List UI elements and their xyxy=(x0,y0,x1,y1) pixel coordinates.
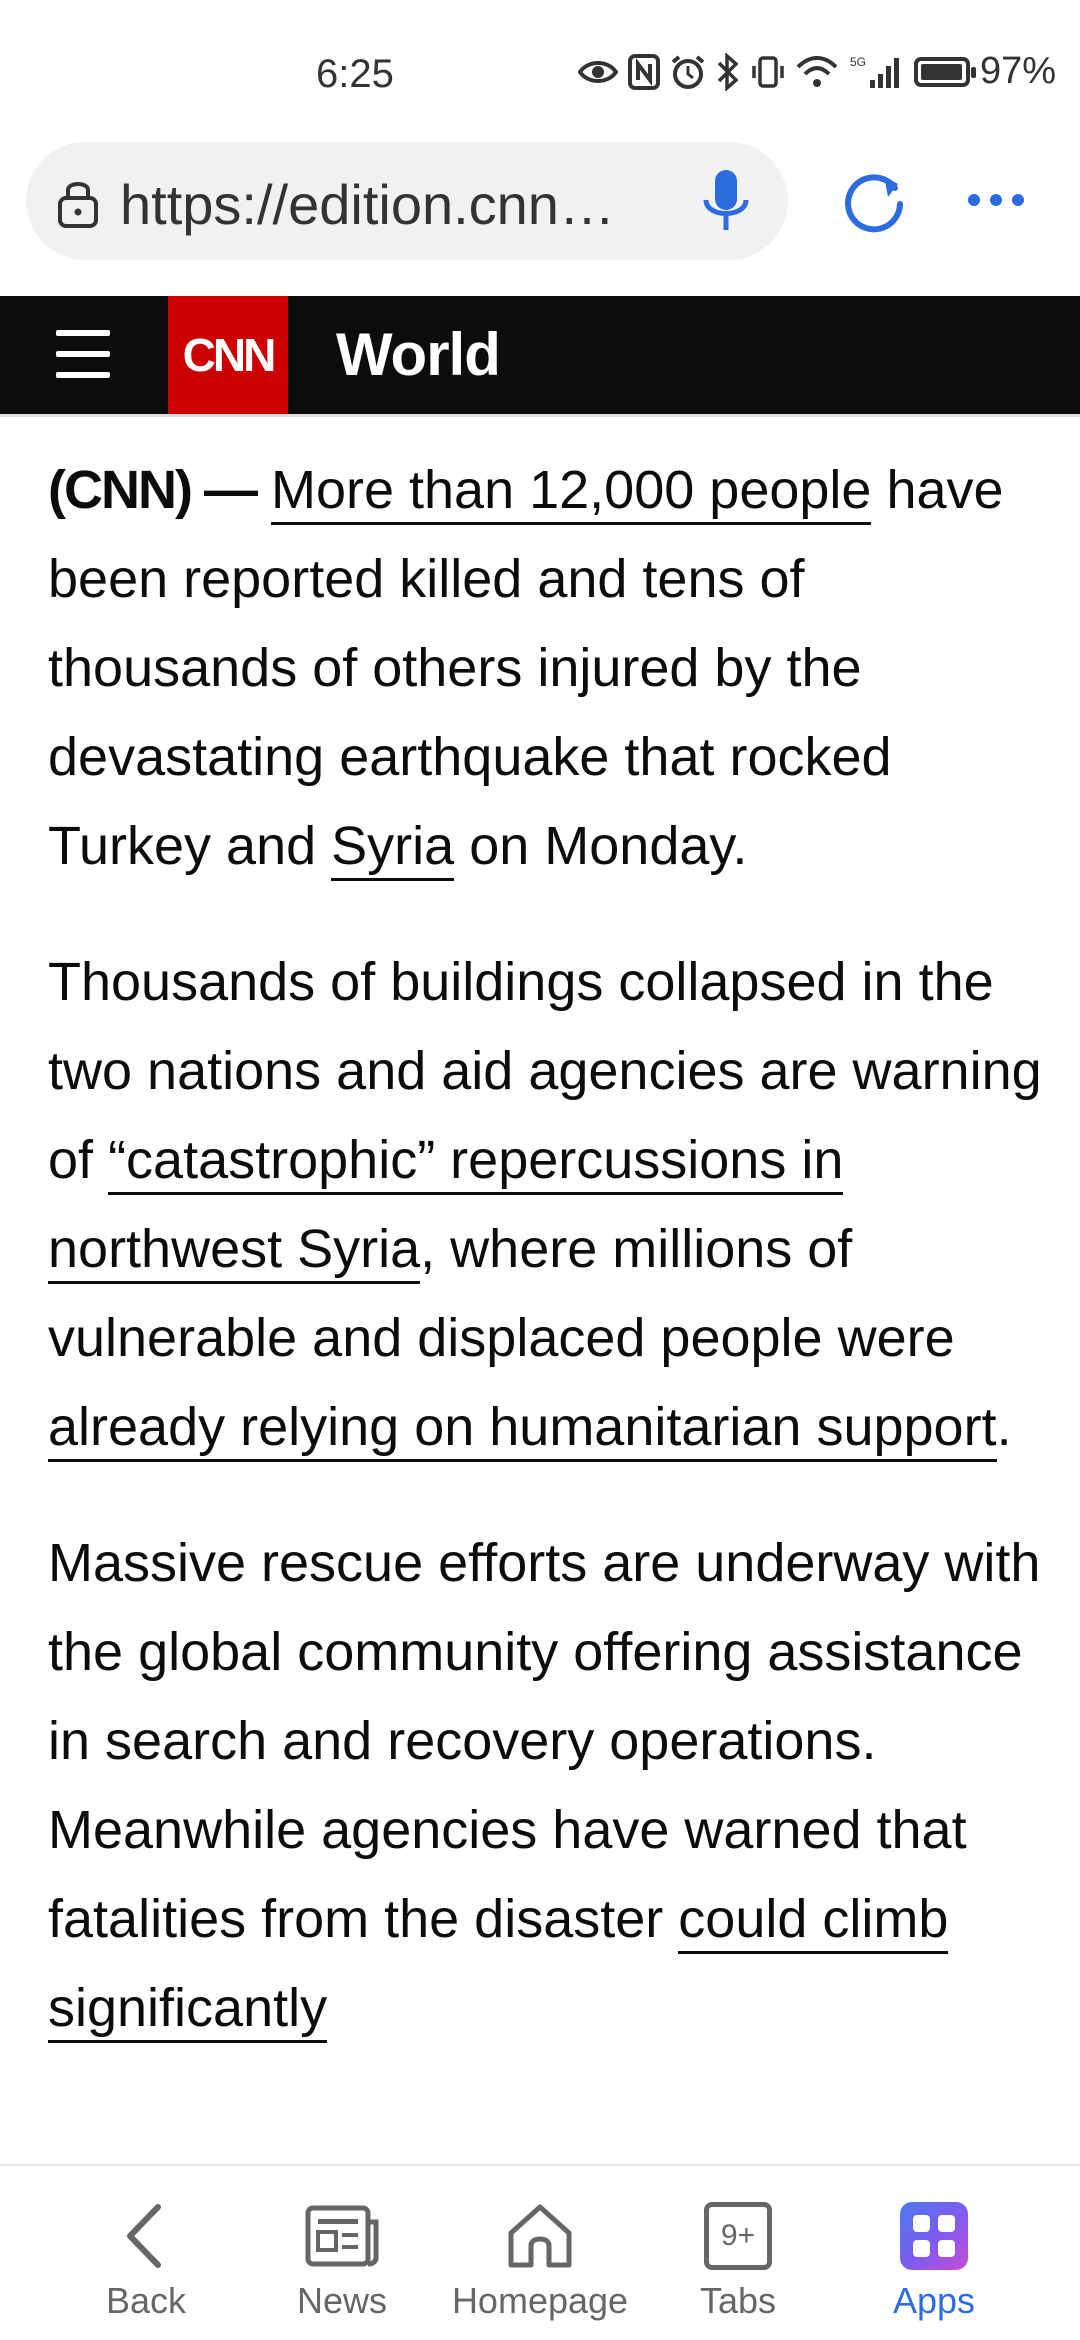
eye-icon xyxy=(578,52,618,92)
battery-icon xyxy=(914,52,970,92)
address-bar[interactable] xyxy=(26,142,788,260)
cellular-signal-icon xyxy=(848,52,904,92)
bluetooth-icon xyxy=(716,52,740,92)
site-header xyxy=(0,296,1080,416)
paragraph-text: on Monday. xyxy=(469,816,748,876)
nav-apps-button[interactable] xyxy=(874,2166,994,2340)
nav-label: Apps xyxy=(892,2280,976,2321)
article-link[interactable]: already relying on humanitarian support xyxy=(48,1397,997,1462)
nav-news-button[interactable] xyxy=(282,2166,402,2340)
paragraph-text: Massive rescue efforts are underway with the global community offering assistance in search and recovery operations. Meanwhile agencies have warned that fatalities from the disaster xyxy=(48,1533,1041,1949)
tabs-count-badge: 9+ xyxy=(720,2219,756,2252)
nav-back-button[interactable] xyxy=(86,2166,206,2340)
home-icon xyxy=(505,2201,575,2271)
header-divider xyxy=(0,414,1080,417)
wifi-icon xyxy=(796,52,838,92)
article-link[interactable]: “catastrophic” repercussions in northwest Syria xyxy=(48,1130,843,1284)
news-icon xyxy=(304,2204,380,2268)
nav-homepage-button[interactable] xyxy=(440,2166,640,2340)
status-icons xyxy=(578,50,1056,93)
back-icon xyxy=(116,2201,176,2271)
microphone-icon[interactable] xyxy=(696,166,756,238)
article-link[interactable]: Syria xyxy=(331,816,454,881)
nav-label: News xyxy=(296,2280,388,2321)
status-bar xyxy=(0,0,1080,140)
nav-label: Tabs xyxy=(699,2280,777,2321)
article-paragraph xyxy=(48,938,1048,1472)
article-link[interactable]: could climb significantly xyxy=(48,1889,948,2043)
url-text[interactable]: https://edition.cnn… xyxy=(120,173,615,236)
nfc-icon xyxy=(628,52,660,92)
battery-percentage: 97% xyxy=(979,50,1056,92)
apps-icon xyxy=(898,2200,970,2272)
tabs-icon xyxy=(704,2202,772,2270)
section-title[interactable]: World xyxy=(336,321,500,388)
lock-icon xyxy=(56,176,100,228)
article-paragraph xyxy=(48,446,1048,891)
menu-icon[interactable] xyxy=(56,326,110,382)
paragraph-text: have been reported killed and tens of thousands of others injured by the devastating earthquake that rocked Turkey and xyxy=(48,460,1004,876)
status-time: 6:25 xyxy=(316,52,394,96)
vibrate-icon xyxy=(750,52,786,92)
cnn-logo[interactable]: CNN xyxy=(168,296,288,414)
alarm-icon xyxy=(670,52,706,92)
bottom-navigation xyxy=(0,2164,1080,2340)
nav-tabs-button[interactable] xyxy=(678,2166,798,2340)
network-type-label: 5G xyxy=(849,54,866,69)
paragraph-text: . xyxy=(996,1397,1012,1457)
paragraph-text: Thousands of buildings collapsed in the two nations and aid agencies are warning of xyxy=(48,952,1042,1190)
dateline: (CNN) — xyxy=(48,460,256,520)
article-link[interactable]: More than 12,000 people xyxy=(271,460,871,525)
article-paragraph xyxy=(48,1519,1048,2053)
nav-label: Back xyxy=(105,2280,187,2321)
paragraph-text: , where millions of vulnerable and displaced people were xyxy=(48,1219,955,1368)
more-icon[interactable] xyxy=(960,180,1032,220)
reload-icon[interactable] xyxy=(840,166,910,236)
nav-label: Homepage xyxy=(451,2280,629,2321)
article-body xyxy=(48,446,1048,2100)
